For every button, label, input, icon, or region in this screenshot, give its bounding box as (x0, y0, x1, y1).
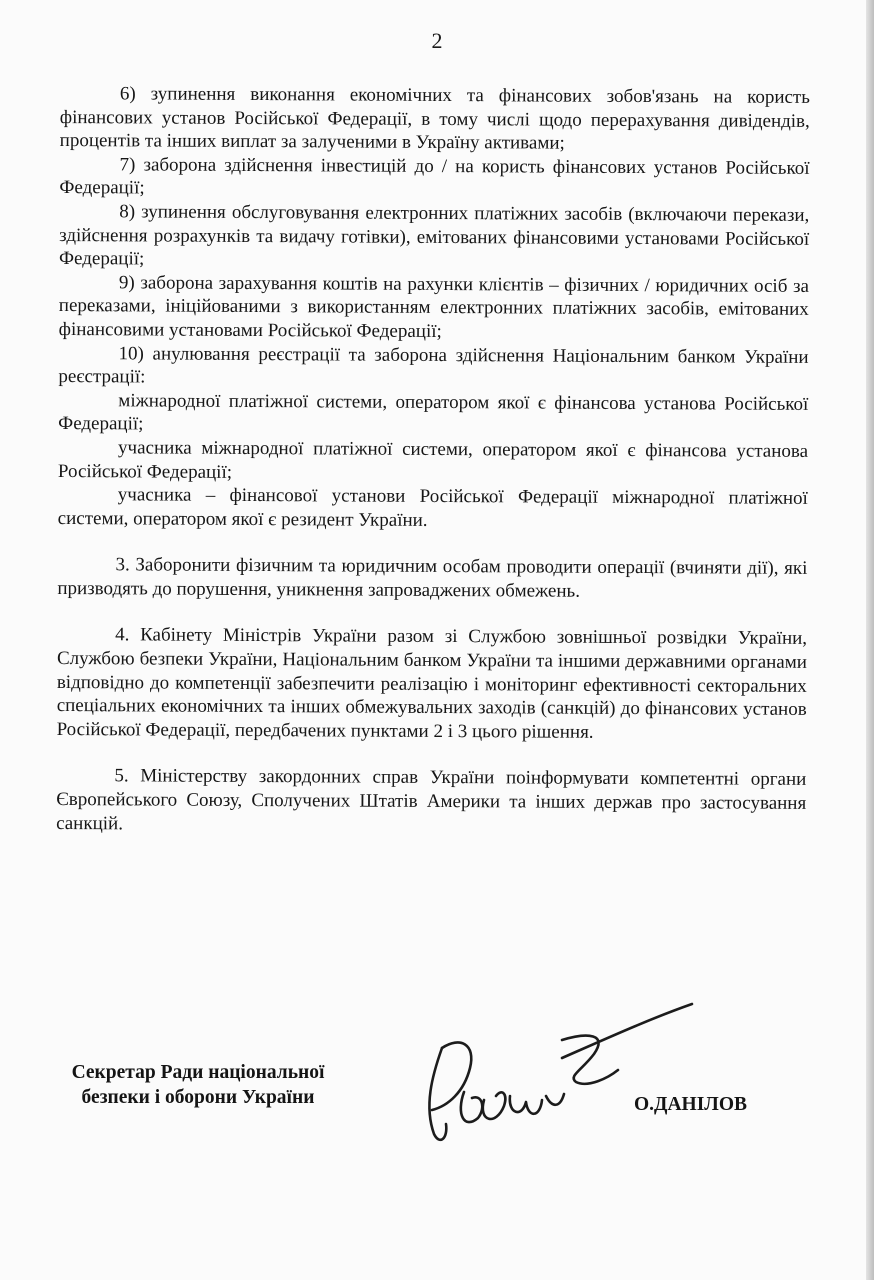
section-5: 5. Міністерству закордонних справ України поінформувати компетентні органи Європейського Союзу, Сполучених Штатів Америки та інших держав про застосування санкцій. (56, 765, 807, 834)
clause-10: 10) анулювання реєстрації та заборона здійснення Національним банком України реєстрації: (58, 342, 809, 388)
clause-6: 6) зупинення виконання економічних та фінансових зобов'язань на користь фінансових установ Російської Федерації, в тому числі щодо перерахування дивідендів, процентів та інших виплат за залученими в Україну активами; (59, 83, 810, 154)
clause-10-item-1: міжнародної платіжної системи, оператором якої є фінансова установа Російської Федерації; (58, 390, 809, 435)
clause-10-item-2: учасника міжнародної платіжної системи, оператором якої є фінансова установа Російської Федерації; (57, 437, 809, 483)
clause-10-item-3: учасника – фінансової установи Російської Федерації міжнародної платіжної системи, оператором якої є резидент України. (57, 484, 808, 531)
document-body (56, 82, 810, 839)
signatory-title-line-2: безпеки і оборони України (81, 1087, 315, 1108)
clause-7: 7) заборона здійснення інвестицій до / на користь фінансових установ Російської Федерації; (59, 154, 810, 199)
section-4: 4. Кабінету Міністрів України разом зі Службою зовнішньої розвідки України, Службою безпеки України, Національним банком України та іншими державними органами відповідно до компетенції забезпечити реалізацію і моніторинг ефективності секторальних спеціальних економічних та інших обмежувальних заходів (санкцій) до фінансових установ Російської Федерації, передбачених пунктами 2 і 3 цього рішення. (56, 624, 808, 743)
signatory-title (48, 1060, 348, 1110)
handwritten-signature (412, 996, 702, 1156)
page-number: 2 (431, 28, 443, 53)
clause-9: 9) заборона зарахування коштів на рахунки клієнтів – фізичних / юридичних осіб за переказами, ініційованими з використанням електронних платіжних засобів, емітованих фінансовими установами Російської Федерації; (58, 272, 809, 342)
section-3: 3. Заборонити фізичним та юридичним особам проводити операції (вчиняти дії), які призводять до порушення, уникнення запроваджених обмежень. (57, 554, 808, 602)
signatory-title-line-1: Секретар Ради національної (71, 1062, 325, 1083)
signatory-name: О.ДАНІЛОВ (634, 1094, 748, 1115)
page-edge-shadow (866, 0, 874, 1280)
clause-8: 8) зупинення обслуговування електронних платіжних засобів (включаючи перекази, здійснення розрахунків та видачу готівки), емітованих фінансовими установами Російської Федерації; (59, 201, 810, 270)
